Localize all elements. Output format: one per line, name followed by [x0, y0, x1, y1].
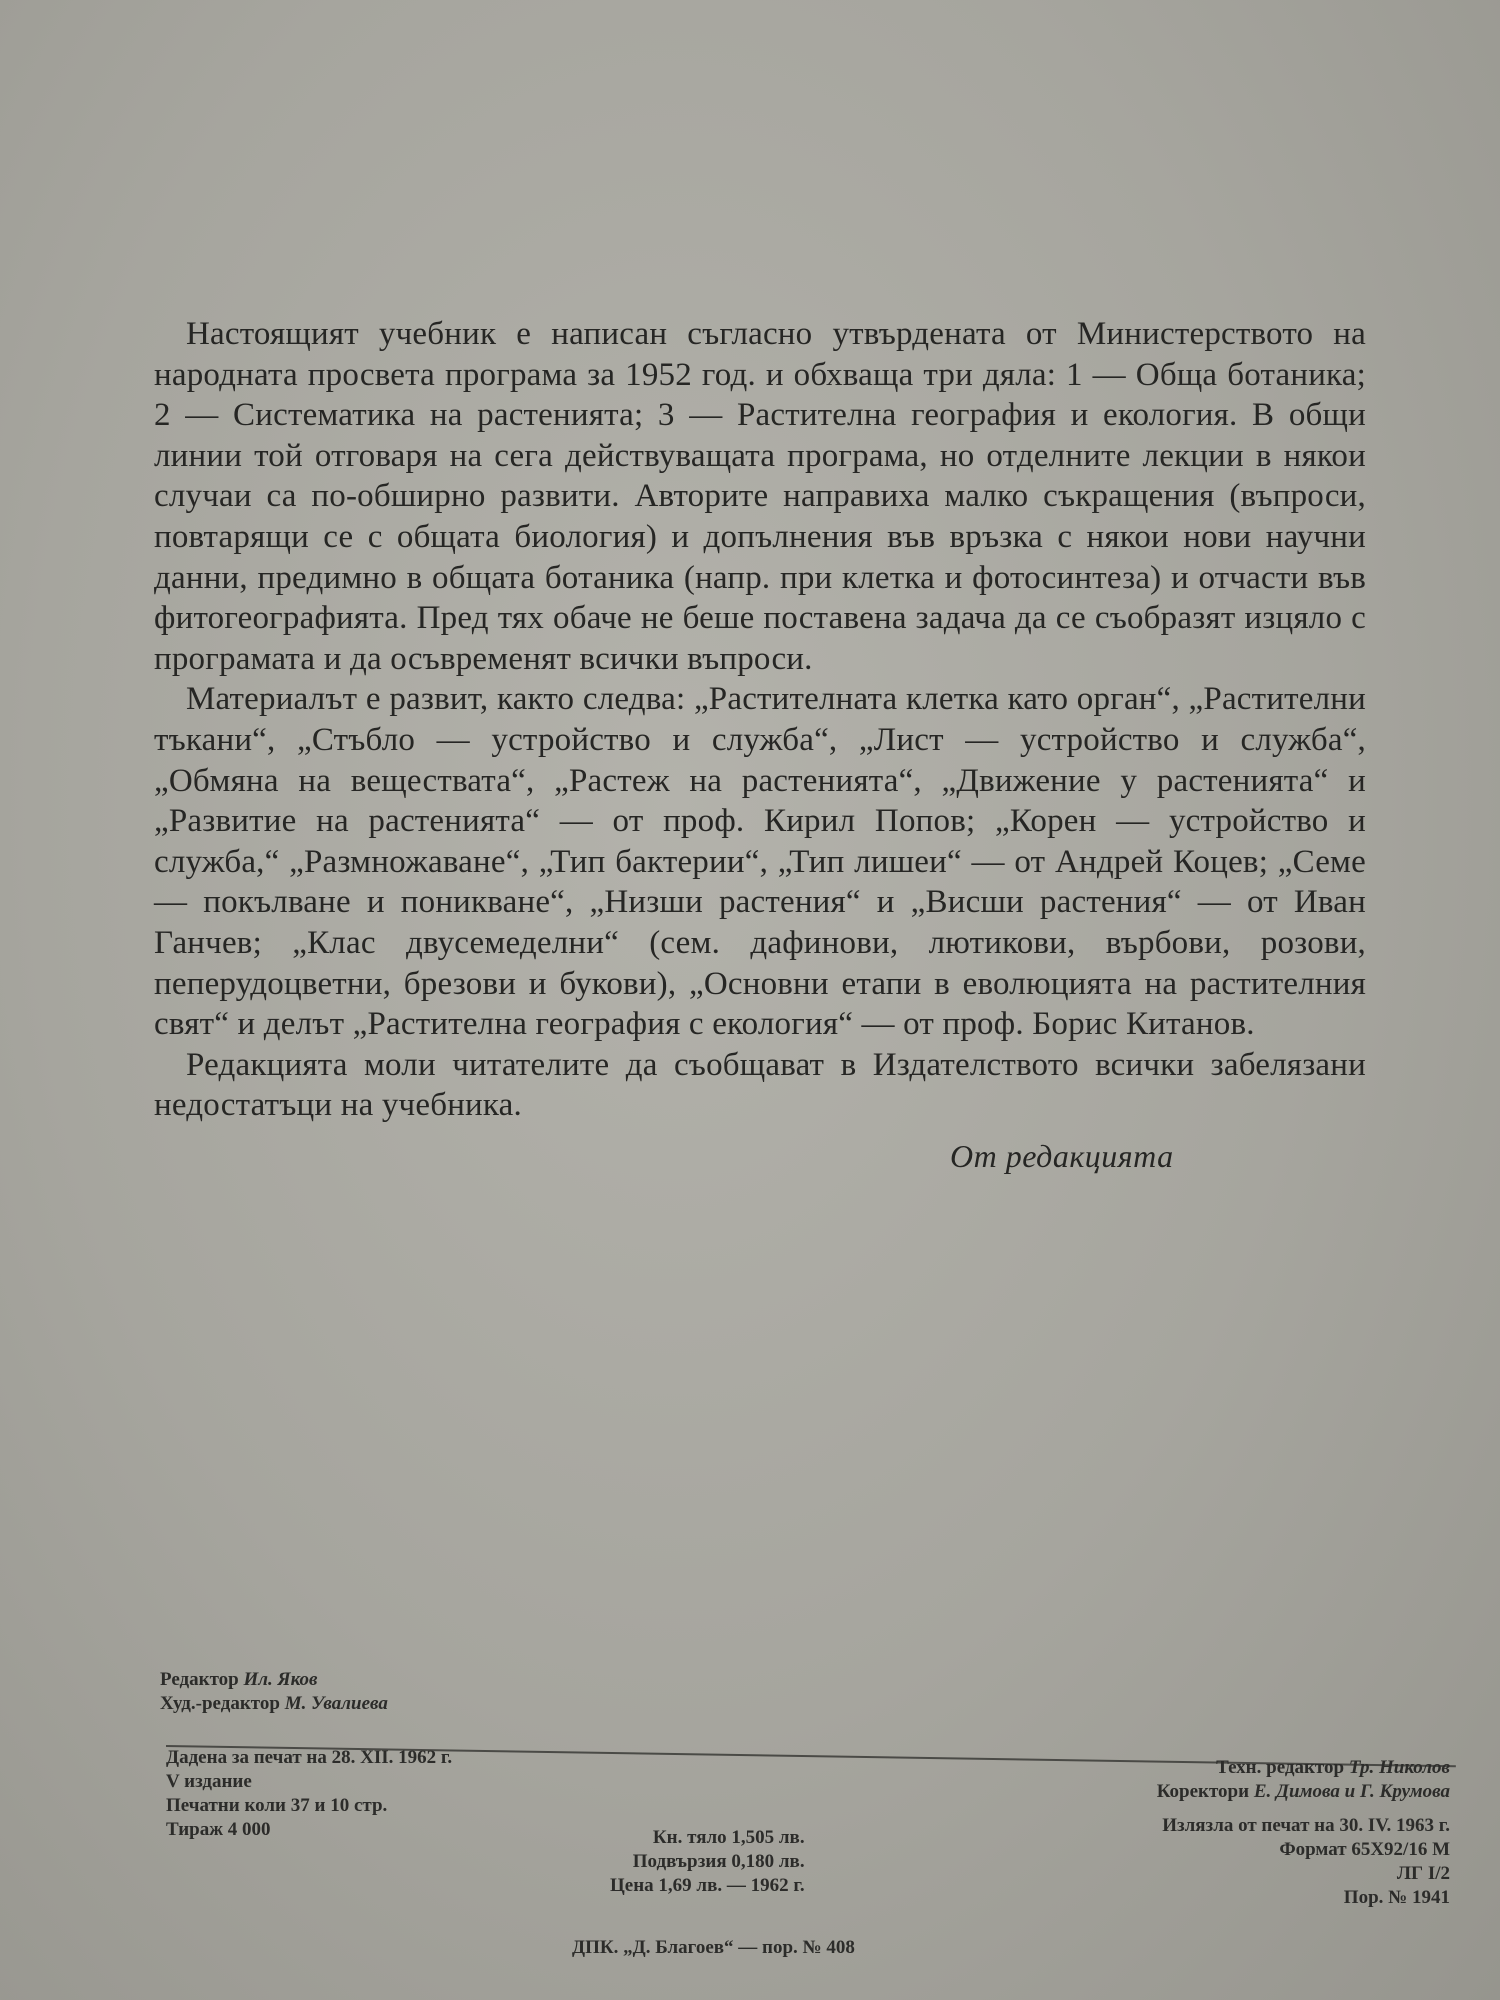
editor-line: [160, 1668, 388, 1692]
printed-sheets: Печатни коли 37 и 10 стр.: [166, 1795, 388, 1816]
preface-text: [154, 314, 1366, 1126]
editor-label: Редактор: [160, 1669, 239, 1690]
order-number: Пор. № 1941: [1343, 1887, 1450, 1908]
correctors-line: [900, 1780, 1450, 1804]
price: Цена 1,69 лв. — 1962 г.: [610, 1875, 805, 1896]
preface-signature: От редакцията: [950, 1138, 1174, 1174]
colophon-print-details: [166, 1746, 452, 1842]
art-editor-name: М. Увалиева: [284, 1693, 388, 1714]
tech-editor-name: Тр. Николов: [1348, 1757, 1450, 1778]
colophon-prices: [610, 1826, 805, 1898]
submitted-date: Дадена за печат на 28. XII. 1962 г.: [166, 1747, 453, 1768]
art-editor-line: [160, 1692, 388, 1716]
preface-paragraph-2: Материалът е развит, както следва: „Растителната клетка като орган“, „Растителни тъкани“, „Стъбло — устройство и служба“, „Лист — устройство и служба“, „Обмяна на веществата“, „Растеж на растенията“, „Движение у растенията“ и „Развитие на растенията“ — от проф. Кирил Попов; „Корен — устройство и служба,“ „Размножаване“, „Тип бактерии“, „Тип лишеи“ — от Андрей Коцев; „Семе — покълване и поникване“, „Низши растения“ и „Висши растения“ — от Иван Ганчев; „Клас двусемеделни“ (сем. дафинови, лютикови, върбови, розови, пеперудоцветни, брезови и букови), „Основни етапи в еволюцията на растителния свят“ и делът „Растителна география с екология“ — от проф. Борис Китанов.: [154, 681, 1366, 1043]
colophon-editors: [160, 1668, 388, 1716]
tech-editor-line: [900, 1756, 1450, 1780]
lg-number: ЛГ I/2: [1396, 1863, 1450, 1884]
printer-line: ДПК. „Д. Благоев“ — пор. № 408: [572, 1937, 855, 1958]
preface-paragraph-1: Настоящият учебник е написан съгласно утвърдената от Министерството на народната просвета програма за 1952 год. и обхваща три дяла: 1 — Обща ботаника; 2 — Систематика на растенията; 3 — Растителна география и екология. В общи линии той отговаря на сега действуващата програма, но отделните лекции в някои случаи са по-обширно развити. Авторите направиха малко съкращения (въпроси, повтарящи се с общата биология) и допълнения във връзка с някои нови научни данни, предимно в общата ботаника (напр. при клетка и фотосинтеза) и отчасти във фитогеографията. Пред тях обаче не беше поставена задача да се съобразят изцяло с програмата и да осъвременят всички въпроси.: [154, 316, 1366, 677]
release-date: Излязла от печат на 30. IV. 1963 г.: [1162, 1815, 1450, 1836]
editor-name: Ил. Яков: [243, 1669, 318, 1690]
binding-price: Подвързия 0,180 лв.: [632, 1851, 805, 1872]
edition: V издание: [166, 1771, 252, 1792]
format: Формат 65X92/16 М: [1279, 1839, 1450, 1860]
print-run: Тираж 4 000: [166, 1819, 271, 1840]
correctors-label: Коректори: [1156, 1781, 1250, 1802]
colophon-production: [900, 1756, 1450, 1910]
body-price: Кн. тяло 1,505 лв.: [652, 1827, 805, 1848]
preface-paragraph-3: Редакцията моли читателите да съобщават в Издателството всички забелязани недостатъци на учебника.: [154, 1046, 1366, 1124]
art-editor-label: Худ.-редактор: [160, 1693, 280, 1714]
correctors-name: Е. Димова и Г. Крумова: [1253, 1781, 1450, 1802]
tech-editor-label: Техн. редактор: [1216, 1757, 1345, 1778]
